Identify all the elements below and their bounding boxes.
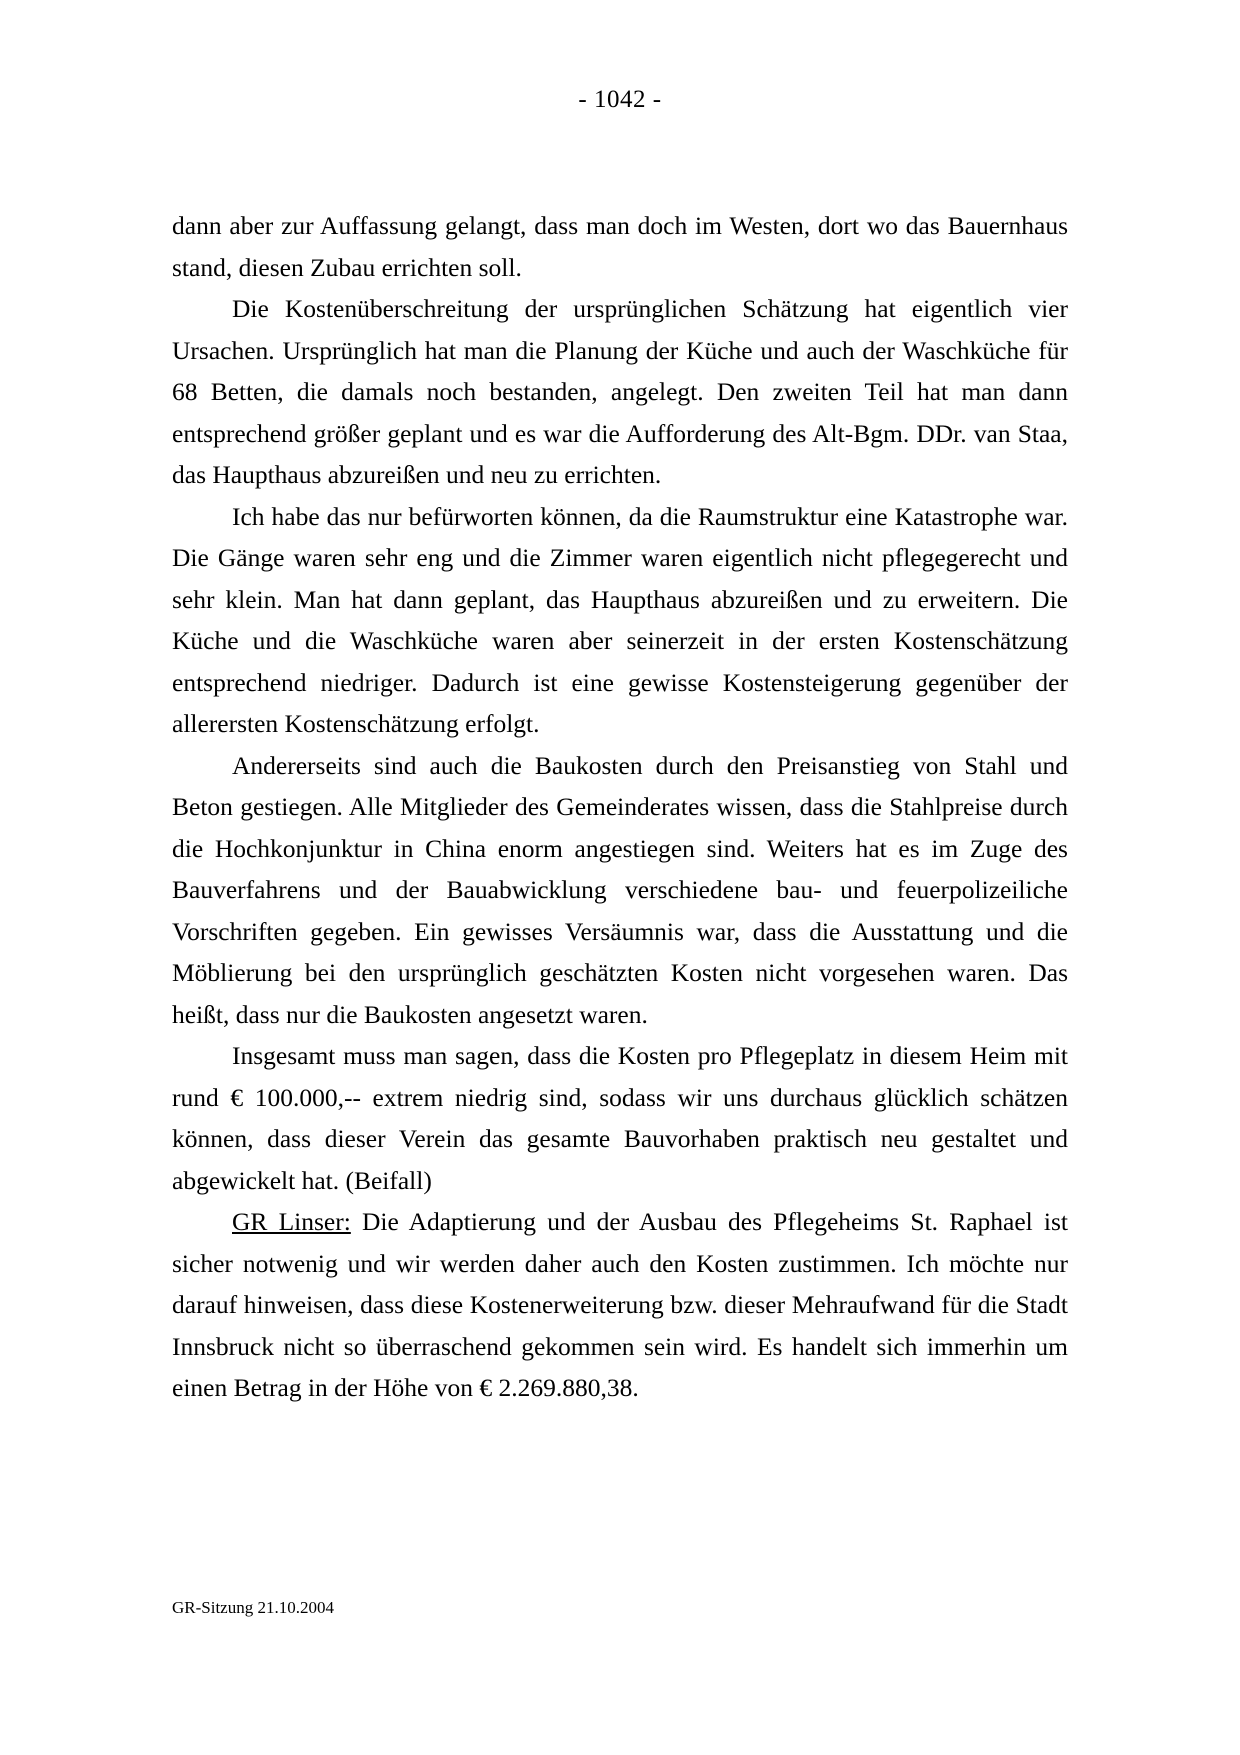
- speaker-paragraph: [172, 1201, 1068, 1409]
- paragraph: dann aber zur Auffassung gelangt, dass man doch im Westen, dort wo das Bauernhaus stand, diesen Zubau errichten soll.: [172, 211, 1068, 282]
- speaker-statement: Die Adaptierung und der Ausbau des Pflegeheims St. Raphael ist sicher notwenig und wir werden daher auch den Kosten zustimmen. Ich möchte nur darauf hinweisen, dass diese Kostenerweiterung bzw. dieser Mehraufwand für die Stadt Innsbruck nicht so überraschend gekommen sein wird. Es handelt sich immerhin um einen Betrag in der Höhe von € 2.269.880,38.: [172, 1207, 1069, 1402]
- paragraph: Insgesamt muss man sagen, dass die Kosten pro Pflegeplatz in diesem Heim mit rund € 100.000,-- extrem niedrig sind, sodass wir uns durchaus glücklich schätzen können, dass dieser Verein das gesamte Bauvorhaben praktisch neu gestaltet und abgewickelt hat. (Beifall): [172, 1041, 1068, 1195]
- document-body: [172, 205, 1068, 1409]
- paragraph: Die Kostenüberschreitung der ursprünglichen Schätzung hat eigentlich vier Ursachen. Ursprünglich hat man die Planung der Küche und auch der Waschküche für 68 Betten, die damals noch bestanden, angelegt. Den zweiten Teil hat man dann entsprechend größer geplant und es war die Aufforderung des Alt-Bgm. DDr. van Staa, das Haupthaus abzureißen und neu zu errichten.: [172, 294, 1068, 489]
- speaker-name: GR Linser:: [232, 1207, 351, 1236]
- paragraph: Andererseits sind auch die Baukosten durch den Preisanstieg von Stahl und Beton gestiegen. Alle Mitglieder des Gemeinderates wissen, dass die Stahlpreise durch die Hochkonjunktur in China enorm angestiegen sind. Weiters hat es im Zuge des Bauverfahrens und der Bauabwicklung verschiedene bau- und feuerpolizeiliche Vorschriften gegeben. Ein gewisses Versäumnis war, dass die Ausstattung und die Möblierung bei den ursprünglich geschätzten Kosten nicht vorgesehen waren. Das heißt, dass nur die Baukosten angesetzt waren.: [172, 750, 1068, 1029]
- paragraph: Ich habe das nur befürworten können, da die Raumstruktur eine Katastrophe war. Die Gänge waren sehr eng und die Zimmer waren eigentlich nicht pflegegerecht und sehr klein. Man hat dann geplant, das Haupthaus abzureißen und zu erweitern. Die Küche und die Waschküche waren aber seinerzeit in der ersten Kostenschätzung entsprechend niedriger. Dadurch ist eine gewisse Kostensteigerung gegenüber der allerersten Kostenschätzung erfolgt.: [172, 501, 1068, 738]
- page-number: - 1042 -: [578, 86, 662, 113]
- footer-note: GR-Sitzung 21.10.2004: [172, 1598, 334, 1617]
